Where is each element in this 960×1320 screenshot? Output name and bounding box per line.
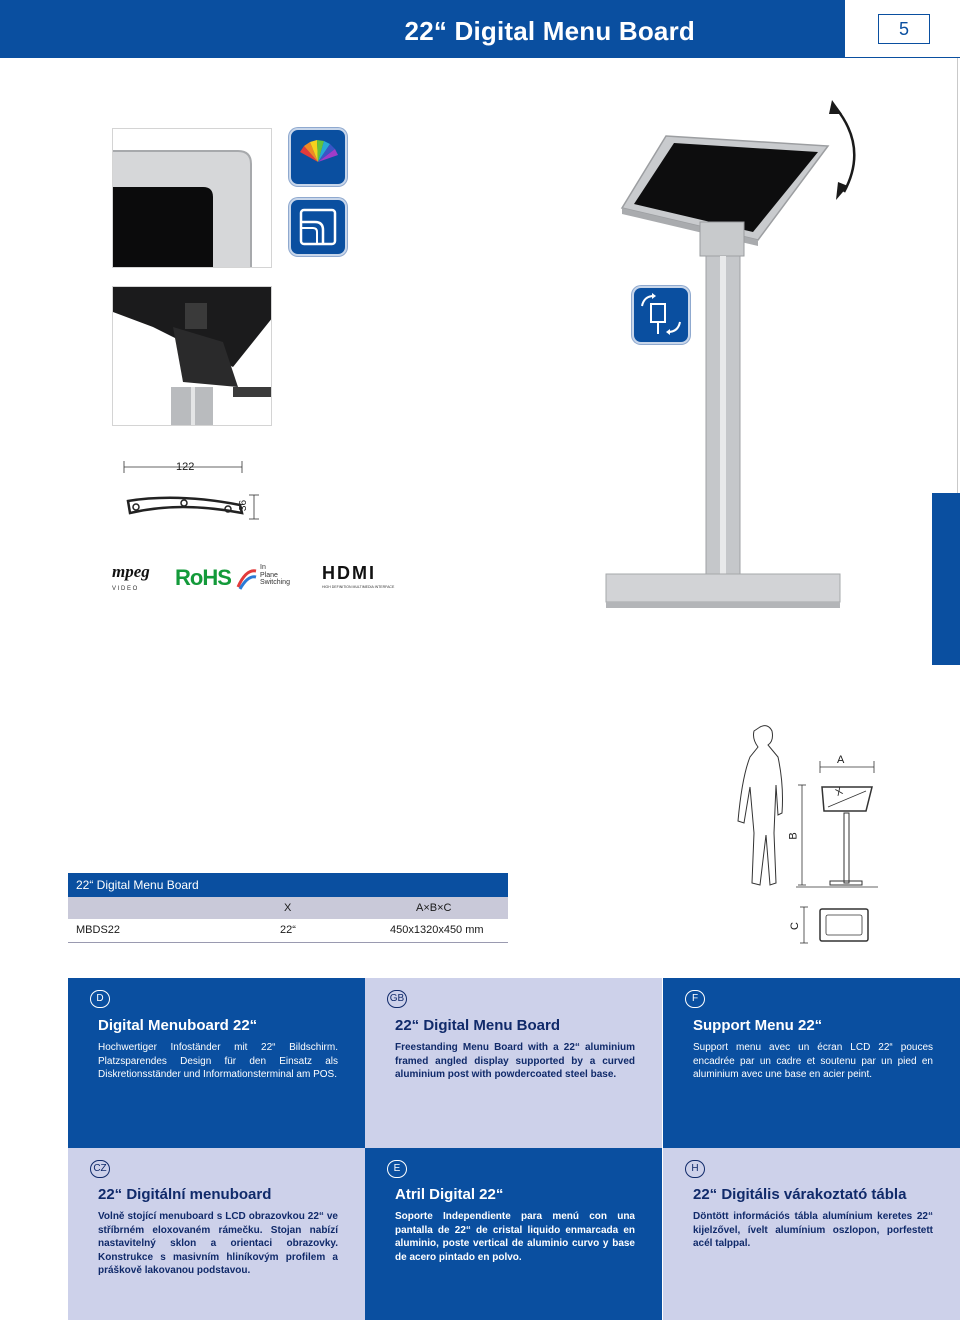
lang-badge-gb: GB [387, 990, 407, 1008]
panel-hu-title: 22“ Digitális várakoztató tábla [693, 1186, 907, 1203]
panel-hu-body: Döntött információs tábla alumínium keretes 22“ kijelzővel, ívelt alumínium oszlopon, porfestett acél talppal. [693, 1211, 933, 1249]
ips-swirl-icon [236, 567, 258, 591]
spec-table-header [68, 897, 508, 919]
ips-line-3: Switching [260, 579, 290, 586]
panel-hu [663, 1148, 960, 1320]
panel-es-body: Soporte Independiente para menú con una pantalla de 22“ de cristal liquido enmarcada en aluminio, poste vertical de aluminio curvo y base de acero pintado en polvo. [395, 1211, 635, 1263]
curved-profile-icon [289, 198, 347, 256]
spec-abc-value: 450x1320x450 mm [390, 924, 484, 936]
ips-line-2: Plane [260, 571, 278, 579]
dimension-a-label: A [837, 754, 845, 766]
side-tab [932, 493, 960, 665]
profile-width-label: 122 [176, 461, 195, 473]
panel-cz-title: 22“ Digitální menuboard [98, 1186, 272, 1203]
page-number: 5 [878, 14, 930, 44]
panel-gb [365, 978, 662, 1148]
hinge-photo [112, 286, 272, 426]
spec-col-abc: A×B×C [416, 902, 452, 914]
mpeg-logo-text: mpeg [112, 562, 150, 581]
panel-fr-body: Support menu avec un écran LCD 22“ pouces encadrée par un cadre et soutenu par un pied en aluminium avec une base en acier peint. [693, 1042, 933, 1080]
hdmi-logo-text: HDMI [322, 563, 376, 583]
profile-height-label: 36 [238, 499, 250, 512]
page-title: 22“ Digital Menu Board [404, 16, 695, 46]
panel-cz-body: Volně stojící menuboard s LCD obrazovkou 22“ ve stříbrném eloxovaném rámečku. Stojan nabízí nastavitelný sklon a orientaci obrazovky. Konstrukce s masivním hliníkovým profilem a práškově lakovanou podstavou. [98, 1211, 338, 1276]
lang-badge-cz: CZ [90, 1160, 110, 1178]
spec-col-x: X [284, 902, 292, 914]
ips-logo [236, 563, 314, 593]
screen-corner-illustration [113, 129, 272, 268]
spec-model: MBDS22 [76, 924, 121, 936]
panel-fr-title: Support Menu 22“ [693, 1017, 823, 1034]
hinge-illustration [113, 287, 272, 426]
panel-fr [663, 978, 960, 1148]
header-divider [845, 57, 960, 58]
panel-de-title: Digital Menuboard 22“ [98, 1017, 258, 1034]
spec-x-value: 22“ [280, 924, 296, 936]
dimension-b-label: B [787, 832, 800, 840]
hdmi-logo-sub: HIGH DEFINITION MULTIMEDIA INTERFACE [322, 585, 395, 589]
lang-badge-fr: F [685, 990, 705, 1008]
panel-de [68, 978, 365, 1148]
lang-badge-hu: H [685, 1160, 705, 1178]
panel-de-body: Hochwertiger Infoständer mit 22“ Bildschirm. Platzsparendes Design für den Einsatz als Diskretionsständer und Informationsterminal am POS. [98, 1042, 338, 1080]
hdmi-logo [322, 563, 398, 591]
dimension-x-label: X [833, 786, 845, 799]
panel-gb-title: 22“ Digital Menu Board [395, 1017, 561, 1034]
table-row [68, 919, 508, 943]
mpeg-logo-video: V I D E O [112, 586, 138, 592]
panel-es [365, 1148, 662, 1320]
screen-corner-photo [112, 128, 272, 268]
ips-line-1: In [260, 564, 266, 571]
lang-badge-de: D [90, 990, 110, 1008]
mpeg-logo [112, 562, 160, 598]
menu-board-stand-illustration [596, 96, 866, 636]
lang-badge-es: E [387, 1160, 407, 1178]
panel-cz [68, 1148, 365, 1320]
rohs-logo: RoHS [175, 565, 231, 590]
header-bar [0, 0, 845, 58]
panel-gb-body: Freestanding Menu Board with a 22“ aluminium framed angled display supported by a curved aluminium post with powdercoated steel base. [395, 1042, 635, 1080]
dimension-c-label: C [788, 922, 801, 930]
spec-table-title: 22“ Digital Menu Board [68, 873, 508, 897]
color-palette-icon [289, 128, 347, 186]
panel-es-title: Atril Digital 22“ [395, 1186, 504, 1203]
dimension-diagram [720, 715, 880, 950]
